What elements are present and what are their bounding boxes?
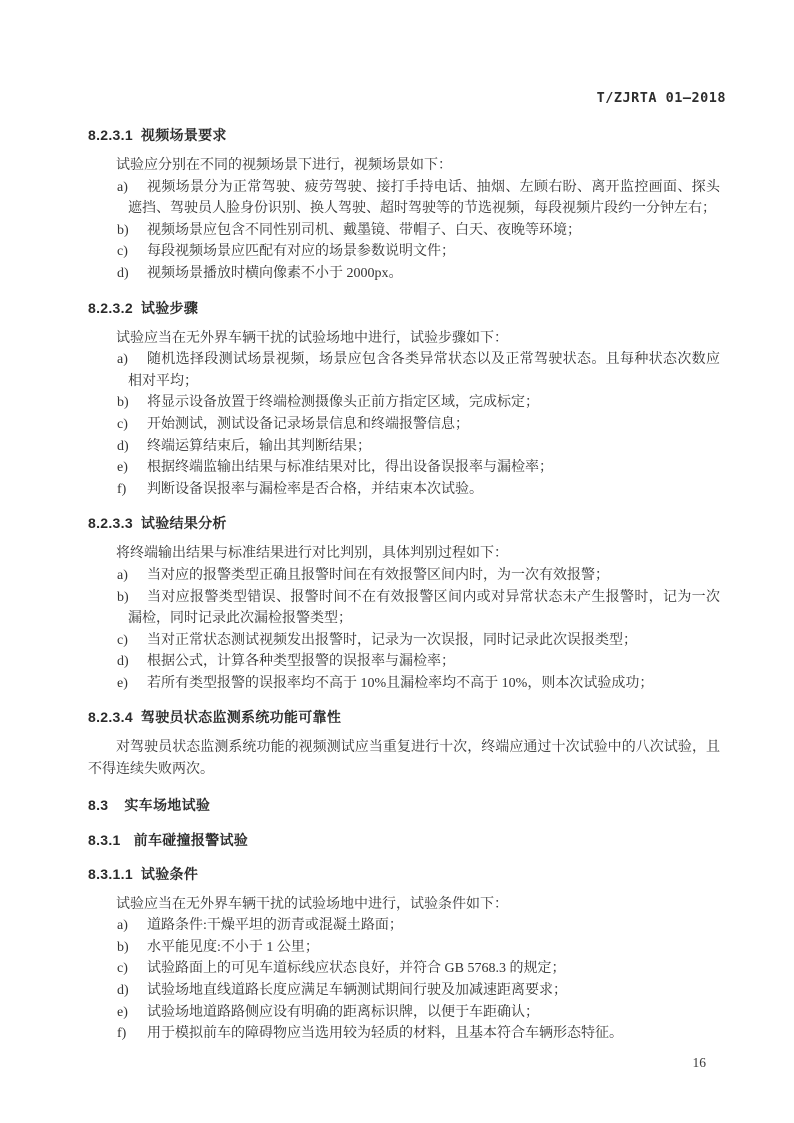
- list-item: [88, 263, 720, 285]
- section-heading: [88, 124, 720, 146]
- section-title: 试验步骤: [140, 299, 199, 316]
- list-item: [88, 651, 720, 673]
- list-item: [88, 436, 720, 458]
- list-item: [88, 980, 720, 1002]
- list-item-label: b): [117, 589, 129, 605]
- section-heading: [88, 829, 720, 851]
- section-heading: [88, 512, 720, 534]
- list-item-text: 当对应的报警类型正确且报警时间在有效报警区间内时，为一次有效报警；: [147, 567, 609, 583]
- list-item-text: 水平能见度:不小于 1 公里；: [147, 939, 319, 955]
- list-item-label: d): [117, 438, 129, 454]
- list-item-label: e): [117, 460, 128, 476]
- list-item-text: 试验场地道路路侧应设有明确的距离标识牌，以便于车距确认；: [147, 1004, 539, 1020]
- list-item: [88, 414, 720, 436]
- list-item: [88, 937, 720, 959]
- list-item-label: c): [117, 632, 128, 648]
- list-item-label: b): [117, 222, 129, 238]
- list-item-text: 根据公式，计算各种类型报警的误报率与漏检率；: [147, 654, 455, 670]
- list-item-label: e): [117, 1004, 128, 1020]
- lettered-list: [88, 915, 720, 1045]
- list-item-label: a): [117, 352, 128, 368]
- list-item-text: 根据终端监输出结果与标准结果对比，得出设备误报率与漏检率；: [147, 460, 553, 476]
- section-number: 8.3.1: [88, 831, 121, 848]
- section-number: 8.2.3.4: [88, 709, 133, 726]
- list-item-label: a): [117, 567, 128, 583]
- paragraph: 对驾驶员状态监测系统功能的视频测试应当重复进行十次，终端应通过十次试验中的八次试验，且不得连续失败两次。: [88, 740, 720, 778]
- section-heading: [88, 297, 720, 319]
- section-title: 驾驶员状态监测系统功能可靠性: [140, 709, 342, 726]
- list-item: [88, 349, 720, 392]
- section-number: 8.2.3.1: [88, 127, 133, 143]
- section-number: 8.3: [88, 796, 109, 813]
- list-item: [88, 673, 720, 695]
- list-item-label: c): [117, 244, 128, 260]
- paragraph: 试验应当在无外界车辆干扰的试验场地中进行，试验步骤如下：: [116, 330, 508, 346]
- list-item: [88, 177, 720, 220]
- list-item: [88, 479, 720, 501]
- list-item-label: f): [117, 481, 127, 497]
- list-item-label: a): [117, 179, 128, 195]
- list-item: [88, 587, 720, 630]
- section-title: 实车场地试验: [124, 796, 211, 813]
- list-item: [88, 915, 720, 937]
- list-item: [88, 241, 720, 263]
- list-item-text: 用于模拟前车的障碍物应当选用较为轻质的材料，且基本符合车辆形态特征。: [147, 1026, 623, 1042]
- list-item-label: a): [117, 918, 128, 934]
- list-item-text: 将显示设备放置于终端检测摄像头正前方指定区域，完成标定；: [147, 395, 539, 411]
- list-item-text: 视频场景分为正常驾驶、疲劳驾驶、接打手持电话、抽烟、左顾右盼、离开监控画面、探头遮挡、驾驶员人脸身份识别、换人驾驶、超时驾驶等的节选视频，每段视频片段约一分钟左右；: [128, 179, 720, 217]
- section-title: 视频场景要求: [140, 127, 227, 143]
- section-number: 8.3.1.1: [88, 865, 133, 882]
- list-item-label: b): [117, 939, 129, 955]
- list-item: [88, 630, 720, 652]
- paragraph: 将终端输出结果与标准结果进行对比判别，具体判别过程如下：: [116, 546, 508, 562]
- list-item: [88, 958, 720, 980]
- paragraph: 试验应当在无外界车辆干扰的试验场地中进行，试验条件如下：: [116, 896, 508, 912]
- doc-number: T/ZJRTA 01—2018: [596, 90, 726, 106]
- list-item: [88, 565, 720, 587]
- list-item-label: d): [117, 654, 129, 670]
- page-number: 16: [692, 1054, 706, 1070]
- section-number: 8.2.3.3: [88, 515, 133, 532]
- list-item-label: d): [117, 265, 129, 281]
- list-item-label: b): [117, 395, 129, 411]
- section-heading: [88, 706, 720, 728]
- lettered-list: [88, 349, 720, 500]
- list-item-text: 随机选择段测试场景视频，场景应包含各类异常状态以及正常驾驶状态。且每种状态次数应相对平均；: [128, 352, 720, 389]
- list-item-text: 判断设备误报率与漏检率是否合格，并结束本次试验。: [147, 481, 483, 497]
- list-item-text: 试验路面上的可见车道标线应状态良好，并符合 GB 5768.3 的规定；: [147, 961, 566, 977]
- list-item-text: 开始测试，测试设备记录场景信息和终端报警信息；: [147, 416, 469, 432]
- list-item-text: 试验场地直线道路长度应满足车辆测试期间行驶及加减速距离要求；: [147, 983, 567, 999]
- section-heading: [88, 794, 720, 816]
- list-item-text: 每段视频场景应匹配有对应的场景参数说明文件；: [147, 244, 455, 260]
- list-item: [88, 1002, 720, 1024]
- list-item-label: c): [117, 961, 128, 977]
- paragraph: 试验应分别在不同的视频场景下进行，视频场景如下：: [116, 158, 452, 173]
- section-title: 试验结果分析: [140, 515, 227, 532]
- list-item-text: 道路条件:干燥平坦的沥青或混凝土路面；: [147, 918, 403, 934]
- list-item-label: f): [117, 1026, 127, 1042]
- list-item-text: 当对应报警类型错误、报警时间不在有效报警区间内或对异常状态未产生报警时，记为一次漏检，同时记录此次漏检报警类型；: [128, 589, 720, 627]
- list-item: [88, 1023, 720, 1045]
- list-item: [88, 457, 720, 479]
- list-item-text: 视频场景播放时横向像素不小于 2000px。: [147, 265, 403, 281]
- list-item-label: c): [117, 416, 128, 432]
- section-title: 前车碰撞报警试验: [133, 831, 249, 848]
- list-item-text: 视频场景应包含不同性别司机、戴墨镜、带帽子、白天、夜晚等环境；: [147, 222, 581, 238]
- list-item: [88, 392, 720, 414]
- document-body: [88, 124, 720, 1045]
- section-number: 8.2.3.2: [88, 299, 133, 316]
- section-title: 试验条件: [140, 865, 199, 882]
- list-item-label: d): [117, 983, 129, 999]
- list-item-text: 若所有类型报警的误报率均不高于 10%且漏检率均不高于 10%，则本次试验成功；: [147, 675, 654, 691]
- list-item-text: 终端运算结束后，输出其判断结果；: [147, 438, 371, 454]
- list-item: [88, 220, 720, 242]
- list-item-text: 当对正常状态测试视频发出报警时，记录为一次误报，同时记录此次误报类型；: [147, 632, 637, 648]
- lettered-list: [88, 565, 720, 695]
- list-item-label: e): [117, 675, 128, 691]
- lettered-list: [88, 177, 720, 285]
- section-heading: [88, 863, 720, 885]
